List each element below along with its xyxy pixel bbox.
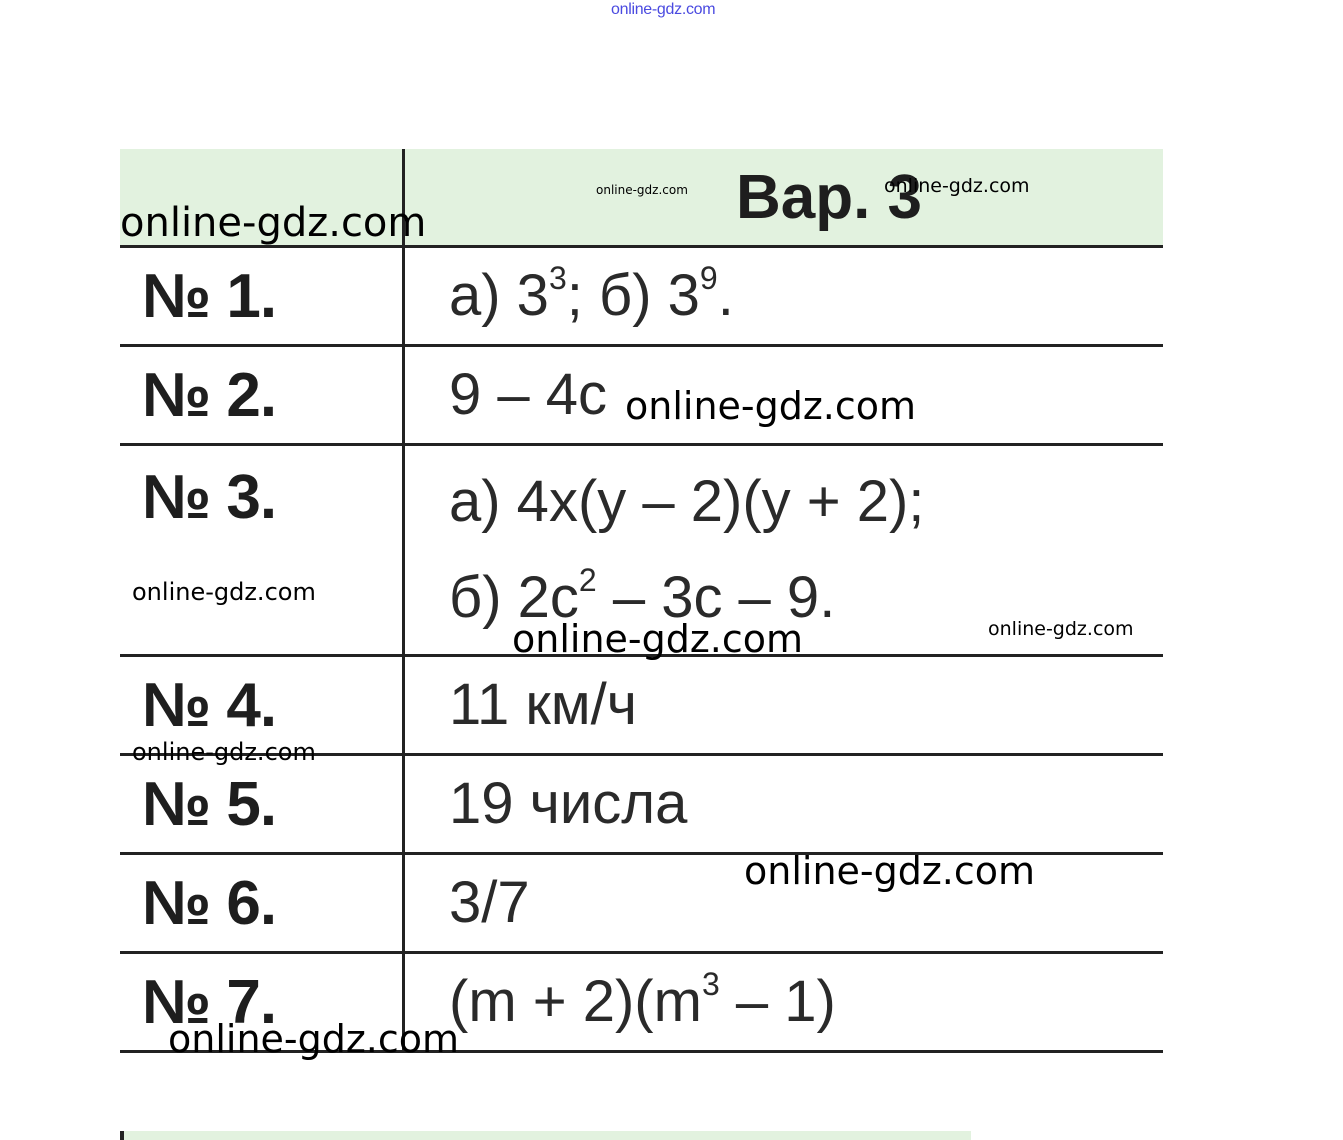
watermark: online-gdz.com bbox=[625, 384, 917, 428]
watermark: online-gdz.com bbox=[512, 617, 804, 661]
next-table-edge bbox=[120, 1131, 971, 1140]
watermark: online-gdz.com bbox=[132, 738, 316, 766]
task-number: № 4. bbox=[142, 670, 277, 740]
task-number: № 3. bbox=[142, 463, 277, 532]
task-answer: 11 км/ч bbox=[449, 672, 637, 737]
task-answer: а) $3^3$; б) $3^9$. bbox=[449, 260, 734, 328]
watermark: online-gdz.com bbox=[132, 578, 316, 606]
watermark: online-gdz.com bbox=[744, 849, 1036, 893]
site-url-header: online-gdz.com bbox=[611, 1, 716, 18]
task-number: № 5. bbox=[142, 769, 277, 839]
task-answer-line-2: б) $2c^2 - 3c - 9$. bbox=[449, 562, 836, 630]
watermark: online-gdz.com bbox=[168, 1017, 460, 1061]
task-answer: 9 – 4c bbox=[449, 362, 607, 427]
task-number: № 7. bbox=[142, 967, 277, 1037]
task-number: № 2. bbox=[142, 360, 277, 430]
watermark: online-gdz.com bbox=[884, 175, 1030, 197]
header-title-cell bbox=[404, 149, 1164, 247]
task-answer-line-1: а) 4x(y – 2)(y + 2); bbox=[449, 469, 925, 534]
task-answer: 19 числа bbox=[449, 771, 688, 836]
watermark: online-gdz.com bbox=[596, 183, 688, 197]
task-answer: 3/7 bbox=[449, 870, 530, 935]
task-answer: $(m + 2)(m^3 - 1)$ bbox=[449, 966, 836, 1034]
task-number: № 6. bbox=[142, 868, 277, 938]
variant-title: Вар. 3 bbox=[735, 162, 923, 232]
table-row bbox=[120, 247, 1163, 346]
watermark: online-gdz.com bbox=[120, 200, 427, 246]
watermark: online-gdz.com bbox=[988, 618, 1134, 640]
table-row bbox=[120, 755, 1163, 854]
task-number: № 1. bbox=[142, 261, 277, 331]
